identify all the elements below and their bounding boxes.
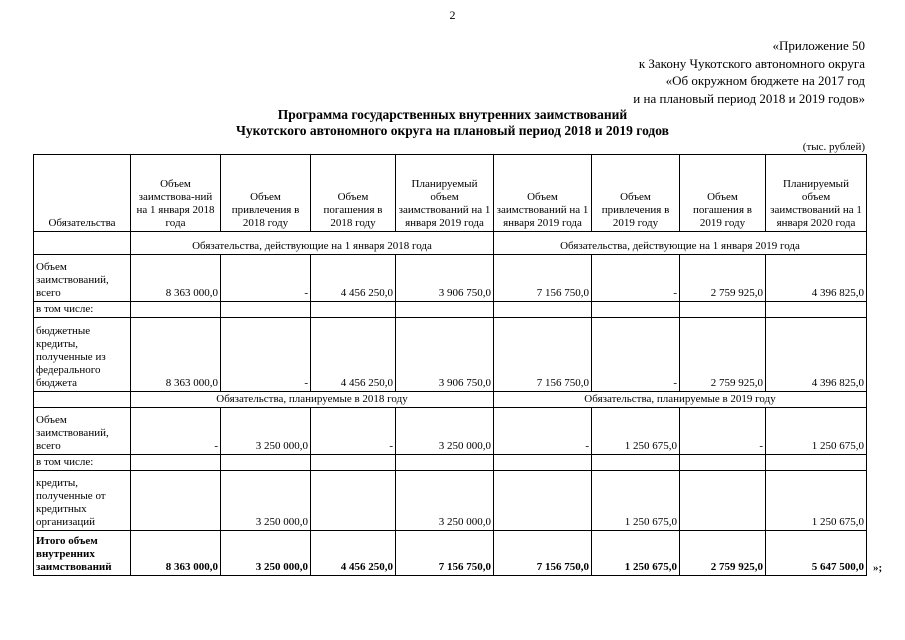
section-title: Обязательства, действующие на 1 января 2019 года xyxy=(494,232,867,255)
borrowing-table xyxy=(33,154,867,576)
value-cell: 2 759 925,0 xyxy=(680,255,766,302)
row-label: Объем заимствований, всего xyxy=(34,255,131,302)
header-cell: Планируемый объем заимствований на 1 января 2019 года xyxy=(396,155,494,232)
value-cell: 8 363 000,0 xyxy=(131,255,221,302)
appendix-line-4: и на плановый период 2018 и 2019 годов» xyxy=(633,90,865,106)
value-cell xyxy=(311,455,396,471)
value-cell: 1 250 675,0 xyxy=(766,408,867,455)
header-cell: Объем погашения в 2019 году xyxy=(680,155,766,232)
document-title xyxy=(0,107,905,139)
value-cell xyxy=(680,455,766,471)
value-cell: - xyxy=(592,255,680,302)
row-label: в том числе: xyxy=(34,302,131,318)
section-row xyxy=(34,232,867,255)
value-cell: 4 456 250,0 xyxy=(311,531,396,576)
closing-mark: »; xyxy=(873,562,883,574)
value-cell: 4 456 250,0 xyxy=(311,318,396,392)
value-cell: 5 647 500,0 xyxy=(766,531,867,576)
section-blank-cell xyxy=(34,392,131,408)
value-cell: - xyxy=(680,408,766,455)
value-cell xyxy=(131,455,221,471)
page-number: 2 xyxy=(449,8,456,22)
appendix-line-1: «Приложение 50 xyxy=(772,38,865,53)
table-row xyxy=(34,471,867,531)
header-cell: Объем привлечения в 2019 году xyxy=(592,155,680,232)
value-cell: 1 250 675,0 xyxy=(766,471,867,531)
value-cell: 4 396 825,0 xyxy=(766,318,867,392)
appendix-header xyxy=(633,37,865,107)
header-cell: Обязательства xyxy=(34,155,131,232)
value-cell: 7 156 750,0 xyxy=(494,531,592,576)
value-cell: - xyxy=(221,255,311,302)
row-label: бюджетные кредиты, полученные из федерального бюджета xyxy=(34,318,131,392)
value-cell: 8 363 000,0 xyxy=(131,318,221,392)
section-row xyxy=(34,392,867,408)
value-cell: 1 250 675,0 xyxy=(592,471,680,531)
value-cell xyxy=(766,455,867,471)
header-cell: Объем привлечения в 2018 году xyxy=(221,155,311,232)
row-label: Объем заимствований, всего xyxy=(34,408,131,455)
header-cell: Объем погашения в 2018 году xyxy=(311,155,396,232)
value-cell: 3 250 000,0 xyxy=(221,471,311,531)
value-cell xyxy=(592,302,680,318)
value-cell: - xyxy=(221,318,311,392)
row-label: Итого объем внутренних заимствований xyxy=(34,531,131,576)
value-cell: - xyxy=(592,318,680,392)
value-cell xyxy=(221,455,311,471)
value-cell: 8 363 000,0 xyxy=(131,531,221,576)
title-line-2: Чукотского автономного округа на плановый период 2018 и 2019 годов xyxy=(236,123,669,138)
section-title: Обязательства, действующие на 1 января 2018 года xyxy=(131,232,494,255)
value-cell: 3 906 750,0 xyxy=(396,255,494,302)
value-cell: 7 156 750,0 xyxy=(396,531,494,576)
table-row xyxy=(34,255,867,302)
value-cell xyxy=(494,455,592,471)
header-cell: Планируемый объем заимствований на 1 января 2020 года xyxy=(766,155,867,232)
appendix-line-3: «Об окружном бюджете на 2017 год xyxy=(665,73,865,88)
value-cell: 1 250 675,0 xyxy=(592,531,680,576)
value-cell: - xyxy=(131,408,221,455)
row-label: в том числе: xyxy=(34,455,131,471)
section-blank-cell xyxy=(34,232,131,255)
appendix-line-2: к Закону Чукотского автономного округа xyxy=(638,55,865,71)
value-cell xyxy=(131,471,221,531)
value-cell xyxy=(221,302,311,318)
value-cell xyxy=(592,455,680,471)
header-cell: Объем заимствова-ний на 1 января 2018 года xyxy=(131,155,221,232)
table-row xyxy=(34,455,867,471)
value-cell xyxy=(494,302,592,318)
table-row xyxy=(34,408,867,455)
value-cell: 2 759 925,0 xyxy=(680,318,766,392)
header-row xyxy=(34,155,867,232)
value-cell: 2 759 925,0 xyxy=(680,531,766,576)
value-cell xyxy=(311,302,396,318)
value-cell xyxy=(396,302,494,318)
value-cell: 3 250 000,0 xyxy=(221,408,311,455)
table-row xyxy=(34,531,867,576)
value-cell: 3 250 000,0 xyxy=(396,471,494,531)
value-cell: 4 396 825,0 xyxy=(766,255,867,302)
value-cell: 1 250 675,0 xyxy=(592,408,680,455)
header-cell: Объем заимствований на 1 января 2019 года xyxy=(494,155,592,232)
value-cell xyxy=(680,302,766,318)
value-cell: 7 156 750,0 xyxy=(494,255,592,302)
value-cell: 3 250 000,0 xyxy=(396,408,494,455)
value-cell: - xyxy=(494,408,592,455)
row-label: кредиты, полученные от кредитных организаций xyxy=(34,471,131,531)
value-cell: - xyxy=(311,408,396,455)
value-cell xyxy=(396,455,494,471)
value-cell: 3 906 750,0 xyxy=(396,318,494,392)
section-title: Обязательства, планируемые в 2018 году xyxy=(131,392,494,408)
section-title: Обязательства, планируемые в 2019 году xyxy=(494,392,867,408)
table-row xyxy=(34,318,867,392)
value-cell xyxy=(766,302,867,318)
value-cell: 4 456 250,0 xyxy=(311,255,396,302)
units-note: (тыс. рублей) xyxy=(802,141,865,153)
value-cell xyxy=(311,471,396,531)
table-row xyxy=(34,302,867,318)
value-cell xyxy=(680,471,766,531)
value-cell: 3 250 000,0 xyxy=(221,531,311,576)
value-cell: 7 156 750,0 xyxy=(494,318,592,392)
value-cell xyxy=(494,471,592,531)
value-cell xyxy=(131,302,221,318)
title-line-1: Программа государственных внутренних заимствований xyxy=(277,107,628,122)
